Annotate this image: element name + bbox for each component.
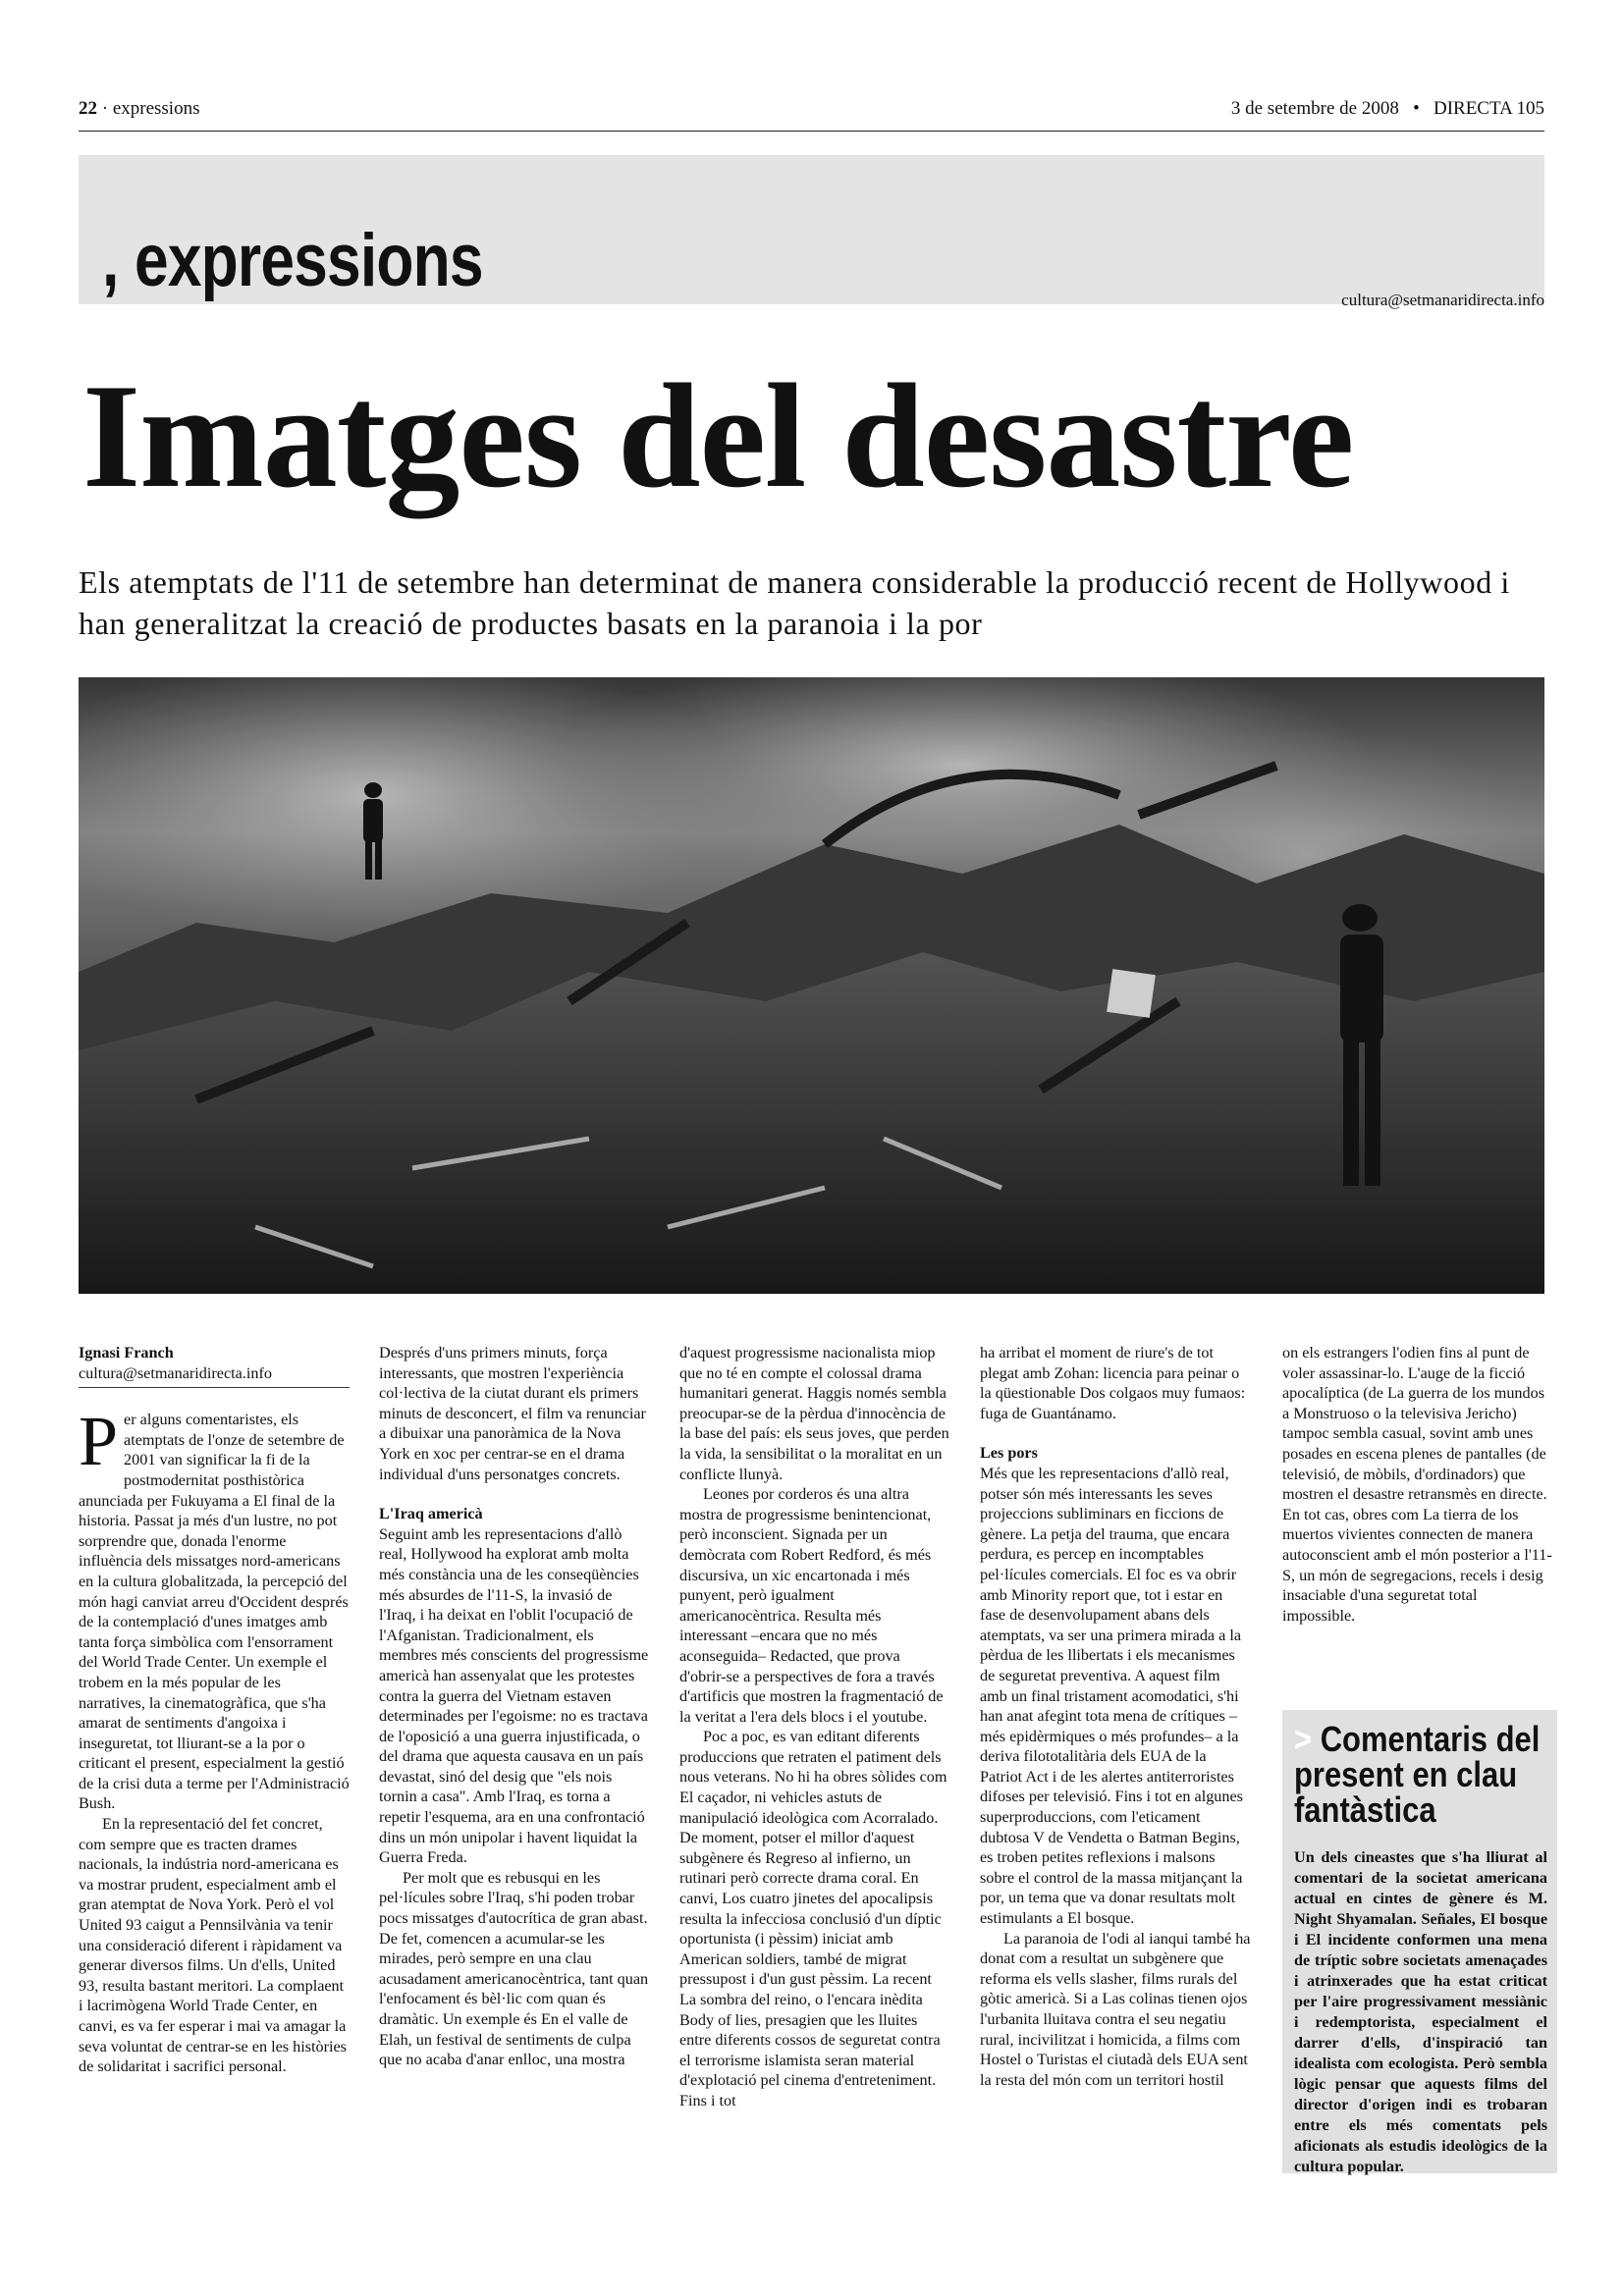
sidebar-box [1282,1710,1557,2173]
byline [79,1343,350,1388]
dropcap: P [79,1402,119,1481]
issue-number: DIRECTA 105 [1433,98,1544,119]
folio-left [79,98,199,120]
page-number: 22 [79,98,97,119]
article-paragraph: En la representació del fet concret, com sempre que es tracten drames nacionals, la indústria nord-americana es va mostrar prudent, especialment amb el gran atemptat de Nova York. Però el vol United 93 caigut a Pennsilvània va tenir una consideració diferent i ràpidament va generar diversos films. Un d'ells, United 93, resulta bastant meritori. La complaent i lacrimògena World Trade Center, en canvi, es va fer esperar i mai va amagar la seva voluntat de centrar-se en les històries de solidaritat i sacrifici personal. [79,1815,347,2076]
article-paragraph: Després d'uns primers minuts, força interessants, que mostren l'experiència col·lectiva de la ciutat durant els primers minuts de desconcert, el film va renunciar a dibuixar una panoràmica de la Nova York en xoc per centrar-se en el drama individual d'uns personatges concrets. [379,1344,646,1483]
deck: Els atemptats de l'11 de setembre han determinat de manera considerable la producció recent de Hollywood i han generalitzat la creació de productes basats en la paranoia i la por [79,564,1510,641]
page-folio [79,96,1544,132]
article-paragraph: on els estrangers l'odien fins al punt de voler assassinar-lo. L'auge de la ficció apocalíptica (de La guerra de los mundos a Monstruoso o la televisiva Jericho) tampoc sembla casual, sovint amb unes posades en escena plenes de pantalles (de televisió, de mòbils, d'ordinadors) que mostren el desastre retransmès en directe. En tot cas, obres com La tierra de los muertos vivientes connecten de manera autoconscient amb el món posterior a l'11-S, un món de segregacions, recels i desig insaciable d'una seguretat total impossible. [1282,1344,1552,1625]
folio-bullet: • [1413,98,1420,119]
section-email[interactable]: cultura@setmanaridirecta.info [1341,291,1544,309]
sidebar-title-text: Comentaris del present en clau fantàstica [1294,1719,1541,1830]
article-text: er alguns comentaristes, els atemptats de l'onze de setembre de 2001 van significar la fi de la postmodernitat posthistòrica anunciada per Fukuyama a El final de la historia. Passat ja més d'un lustre, no pot sorprendre que, donada l'enorme influència dels missatges nord-americans en la cultura globalitzada, la percepció del món hagi canviat arreu d'Occident després de la contemplació d'unes imatges amb tanta força simbòlica com l'ensorrament del World Trade Center. Un exemple el trobem en la més popular de les narratives, la cinematogràfica, que s'ha amarat de sentiments d'angoixa i inseguretat, tot lliurant-se a la por o criticant el present, especialment la gestió de la crisi duta a terme per l'Administració Bush. [79,1411,350,1813]
article-paragraph: Leones por corderos és una altra mostra de progressisme benintencionat, però inconscient. Signada per un demòcrata com Robert Redford, és més discursiva, un xic encartonada i més punyent, però igualment americanocèntrica. Resulta més interessant –encara que no més aconseguida– Redacted, que prova d'obrir-se a perspectives de fora a través d'artificis que mostren la fragmentació de la veritat a l'era dels blocs i el youtube. [679,1485,944,1726]
article-paragraph [79,1402,350,1814]
article-paragraph: Poc a poc, es van editant diferents produccions que retraten el patiment dels nous veterans. No hi ha obres sòlides com El caçador, ni vehicles astuts de manipulació ideològica com Acorralado. De moment, potser el millor d'aquest subgènere és Regreso al infierno, un rutinari però correcte drama coral. En canvi, Los cuatro jinetes del apocalipsis resulta la infecciosa conclusió d'un díptic oportunista (i pèssim) iniciat amb American soldiers, també de migrat pressupost i d'un gust pèssim. La recent La sombra del reino, o l'encara inèdita Body of lies, presagien que les lluites entre diferents cossos de seguretat contra el terrorisme islamista seran material d'explotació pel cinema d'entreteniment. Fins i tot [679,1728,947,2109]
folio-section: expressions [112,98,200,119]
article-paragraph: ha arribat el moment de riure's de tot plegat amb Zohan: licencia para peinar o la qüestionable Dos colgaos muy fumaos: fuga de Guantánamo. [980,1344,1246,1422]
article-column-2 [379,1343,650,2070]
article-paragraph: La paranoia de l'odi al ianqui també ha donat com a resultat un subgènere que reforma els vells slasher, films rurals del gòtic americà. Si a Las colinas tienen ojos l'urbanita lluitava contra el seu negatiu rural, incivilitzat i homicida, a films com Hostel o Turistas el ciutadà dels EUA sent la resta del món com un territori hostil [980,1929,1251,2089]
article-paragraph: Seguint amb les representacions d'allò real, Hollywood ha explorat amb molta més constància una de les conseqüències més absurdes de l'11-S, la invasió de l'Iraq, i ha deixat en l'oblit l'ocupació de l'Afganistan. Tradicionalment, els membres més conscients del progressisme americà han assenyalat que les protestes contra la guerra del Vietnam estaven determinades per l'egoisme: no es tractava de l'oposició a una guerra injustificada, o del drama que aquesta causava en un país devastat, sinó del desig que "els nois tornin a casa". Amb l'Iraq, es torna a repetir l'esquema, ara en una confrontació dins un món unipolar i havent liquidat la Guerra Freda. [379,1524,649,1867]
disaster-photo [79,677,1544,1294]
headline: Imatges del desastre [82,353,1354,518]
author-name: Ignasi Franch [79,1344,174,1362]
subhead-iraq: L'Iraq americà [379,1505,483,1523]
rubble-photo-image [79,677,1544,1294]
article-column-1 [79,1343,350,2077]
article-paragraph: d'aquest progressisme nacionalista miop que no té en compte el colossal drama humanitari generat. Haggis només sembla preocupar-se de la pèrdua d'innocència de la base del país: els seus joves, que perden la vida, la sensibilitat o la moralitat en un conflicte llunyà. [679,1344,949,1483]
sidebar-body: Un dels cineastes que s'ha lliurat al comentari de la societat americana actual en cintes de gènere és M. Night Shyamalan. Señales, El bosque i El incidente conformen una mena de tríptic sobre societats amenaçades i atrinxerades que ha estat criticat per l'aire progressivament messiànic i redemptorista, especialment el darrer d'ells, d'inspiració tan idealista com ecologista. Però sembla lògic pensar que aquests films del director d'origen indi es trobaran entre els més comentats pels aficionats als estudis ideològics de la cultura popular. [1294,1848,1547,2175]
issue-date: 3 de setembre de 2008 [1230,98,1399,119]
folio-separator: · [101,98,109,119]
author-email[interactable]: cultura@setmanaridirecta.info [79,1363,272,1382]
subhead-pors: Les pors [980,1444,1038,1463]
sidebar-title [1294,1719,1547,1830]
article-paragraph: Per molt que es rebusqui en les pel·lícules sobre l'Iraq, s'hi poden trobar pocs missatges d'autocrítica de gran abast. De fet, comencen a acumular-se les mirades, però sempre en una clau acusadament americanocèntrica, tant quan l'enfocament és bèl·lic com quan és dramàtic. Un exemple és En el valle de Elah, un festival de sentiments de culpa que no acaba d'anar enlloc, una mostra [379,1868,649,2069]
article-paragraph: Més que les representacions d'allò real, potser són més interessants les seves projeccions subliminars en ficcions de gènere. La petja del trauma, que encara perdura, es percep en incomptables pel·lícules comercials. El foc es va obrir amb Minority report que, tot i estar en fase de desenvolupament abans dels atemptats, va ser una primera mirada a la pèrdua de les llibertats i els mecanismes de seguretat preventiva. A aquest film amb un final tristament acomodatici, s'hi han anat afegint tota mena de crítiques –més epidèrmiques o més profundes– a la deriva filototalitària dels EUA de la Patriot Act i de les alertes antiterroristes difoses per televisió. Fins i tot en algunes superproduccions, com l'eticament dubtosa V de Vendetta o Batman Begins, es troben petites reflexions i malsons sobre el control de la massa mitjançant la por, un tema que va donar resultats molt estimulants a El bosque. [980,1464,1243,1928]
article-column-4 [980,1343,1251,2090]
section-title: , expressions [102,219,483,302]
arrow-icon: > [1294,1719,1313,1759]
folio-right [1231,98,1544,120]
article-column-5 [1282,1343,1553,1626]
article-column-3 [679,1343,950,2111]
